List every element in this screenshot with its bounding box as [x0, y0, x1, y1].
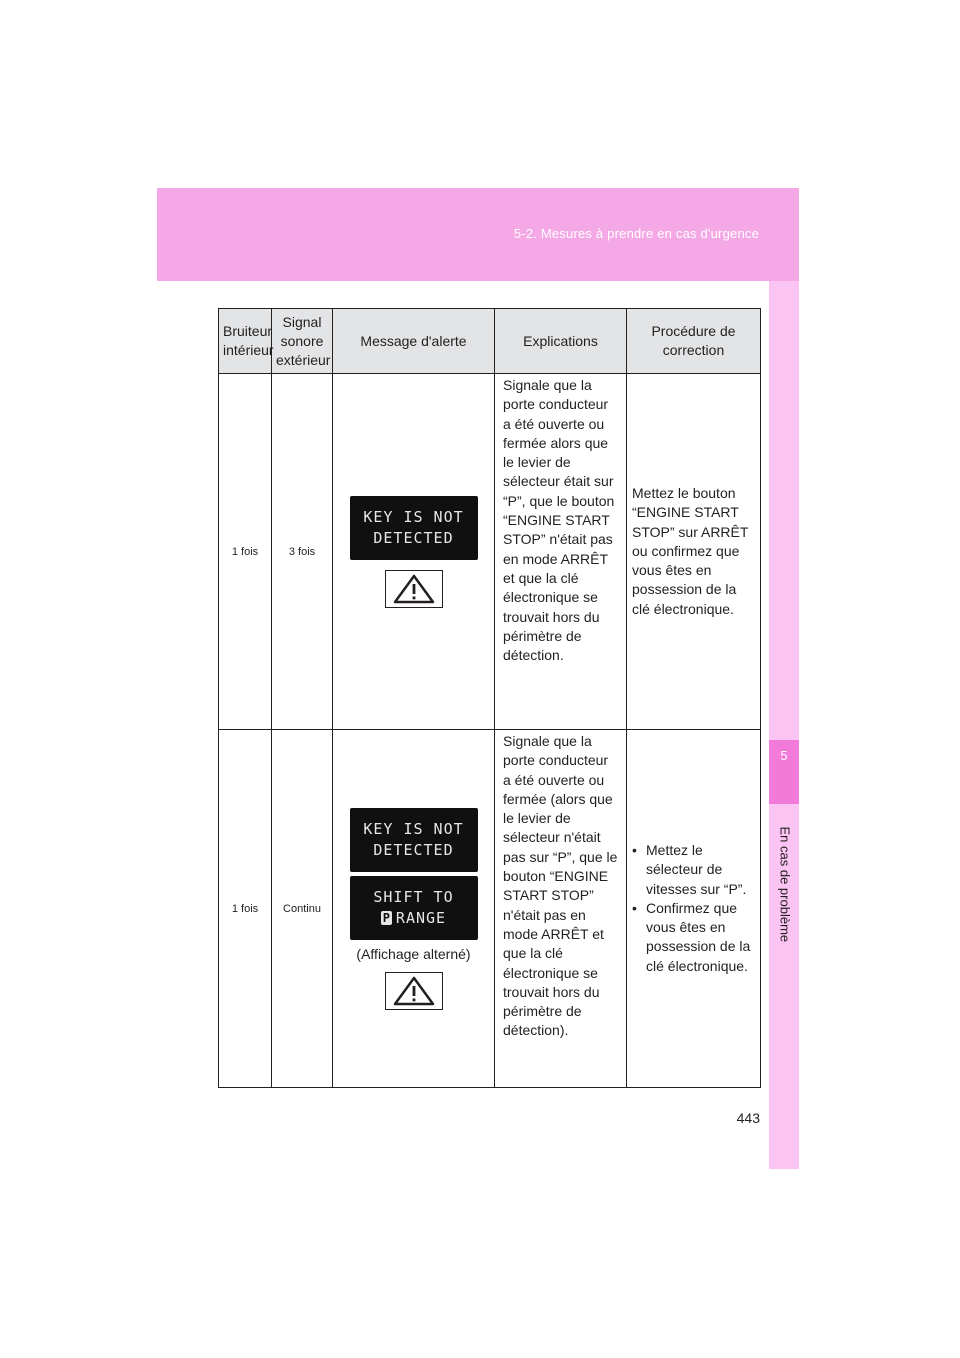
display-line: KEY IS NOT	[363, 819, 464, 838]
header-exterior-buzzer: Signal sonore extérieur	[272, 309, 333, 374]
exterior-buzzer-cell: 3 fois	[272, 374, 333, 730]
header-correction: Procédure de correction	[627, 309, 761, 374]
explanation-cell: Signale que la porte conducteur a été ouverte ou fermée alors que le levier de sélecteur était sur “P”, que le bouton “ENGINE START STOP” n'était pas en mode ARRÊT et que la clé électronique se trouvait hors du périmètre de détection.	[495, 374, 627, 730]
display-line: SHIFT TO	[373, 887, 454, 906]
alternating-display-caption: (Affichage alterné)	[356, 945, 471, 962]
header-message: Message d'alerte	[333, 309, 495, 374]
header-explanation: Explications	[495, 309, 627, 374]
correction-list	[632, 841, 754, 976]
list-item: • Mettez le sélecteur de vitesses sur “P”.	[632, 841, 754, 899]
correction-cell: Mettez le bouton “ENGINE START STOP” sur ARRÊT ou confirmez que vous êtes en possession de la clé électronique.	[627, 374, 761, 730]
display-key-not-detected	[350, 496, 478, 560]
chapter-side-tab	[769, 281, 799, 1169]
interior-buzzer-cell: 1 fois	[219, 730, 272, 1088]
message-cell	[333, 730, 495, 1088]
message-cell	[333, 374, 495, 730]
park-badge-icon: P	[382, 910, 391, 925]
table-row	[219, 374, 761, 730]
display-line	[381, 908, 446, 929]
warning-triangle-icon	[385, 570, 443, 608]
warning-triangle-icon	[385, 972, 443, 1010]
display-line: DETECTED	[373, 840, 454, 859]
warning-table	[218, 308, 761, 1088]
interior-buzzer-cell: 1 fois	[219, 374, 272, 730]
exterior-buzzer-cell: Continu	[272, 730, 333, 1088]
display-shift-to-p-range	[350, 876, 478, 940]
header-interior-buzzer: Bruiteur intérieur	[219, 309, 272, 374]
chapter-title: En cas de problème	[777, 826, 793, 943]
explanation-cell: Signale que la porte conducteur a été ouverte ou fermée (alors que le levier de sélecteur n'était pas sur “P”, que le bouton “ENGINE START STOP” n'était pas en mode ARRÊT et que la clé électronique se trouvait hors du périmètre de détection).	[495, 730, 627, 1088]
display-line: KEY IS NOT	[363, 507, 464, 526]
display-key-not-detected	[350, 808, 478, 872]
section-title: 5-2. Mesures à prendre en cas d'urgence	[513, 226, 759, 241]
chapter-number: 5	[780, 748, 788, 763]
list-item: • Confirmez que vous êtes en possession de la clé électronique.	[632, 899, 754, 976]
table-row	[219, 730, 761, 1088]
display-line: DETECTED	[373, 528, 454, 547]
table-header-row	[219, 309, 761, 374]
correction-cell	[627, 730, 761, 1088]
page-number: 443	[736, 1110, 760, 1126]
display-range-text: RANGE	[395, 908, 447, 927]
